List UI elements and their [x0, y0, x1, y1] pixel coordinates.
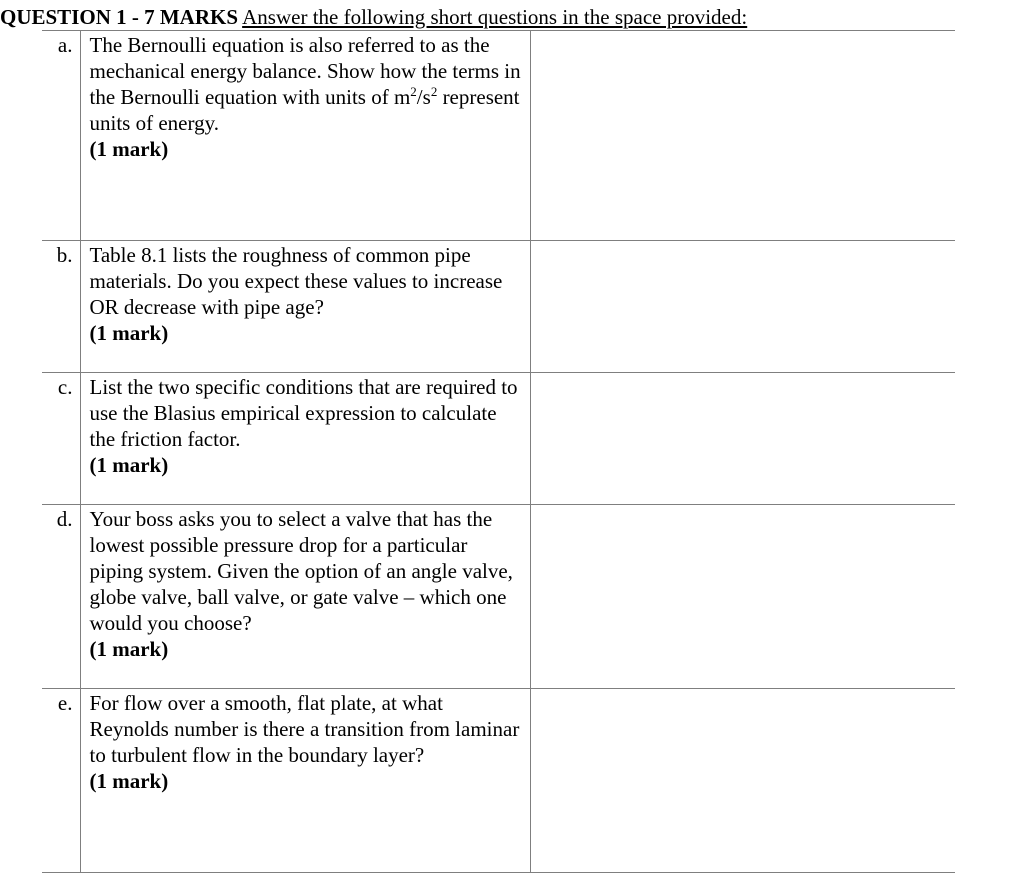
marks-label: (1 mark) [89, 769, 169, 793]
marks-label: (1 mark) [89, 321, 169, 345]
question-text-c: List the two specific conditions that are required to use the Blasius empirical expression to calculate the friction factor. (1 mark) [80, 373, 530, 505]
question-row-b [42, 241, 955, 373]
questions-table [42, 30, 955, 873]
marks-label: (1 mark) [89, 453, 169, 477]
question-text-d: Your boss asks you to select a valve that has the lowest possible pressure drop for a particular piping system. Given the option of an angle valve, globe valve, ball valve, or gate valve – which one would you choose? (1 mark) [80, 505, 530, 689]
question-letter: e. [42, 689, 80, 873]
question-heading [0, 4, 747, 30]
question-letter: a. [42, 31, 80, 241]
answer-space-e[interactable] [530, 689, 955, 873]
answer-space-c[interactable] [530, 373, 955, 505]
question-title: QUESTION 1 - 7 MARKS [0, 5, 239, 29]
answer-space-a[interactable] [530, 31, 955, 241]
marks-label: (1 mark) [89, 637, 169, 661]
question-instruction: Answer the following short questions in the space provided: [242, 5, 748, 29]
question-row-a [42, 31, 955, 241]
question-text-e: For flow over a smooth, flat plate, at what Reynolds number is there a transition from laminar to turbulent flow in the boundary layer? (1 mark) [80, 689, 530, 873]
question-letter: b. [42, 241, 80, 373]
question-text-a: The Bernoulli equation is also referred to as the mechanical energy balance. Show how the terms in the Bernoulli equation with units of $m^2/s^2$ represent units of energy. (1 mark) [80, 31, 530, 241]
question-letter: d. [42, 505, 80, 689]
question-row-c [42, 373, 955, 505]
question-row-d [42, 505, 955, 689]
answer-space-b[interactable] [530, 241, 955, 373]
question-row-e [42, 689, 955, 873]
marks-label: (1 mark) [89, 137, 169, 161]
question-letter: c. [42, 373, 80, 505]
question-text-b: Table 8.1 lists the roughness of common pipe materials. Do you expect these values to increase OR decrease with pipe age? (1 mark) [80, 241, 530, 373]
answer-space-d[interactable] [530, 505, 955, 689]
